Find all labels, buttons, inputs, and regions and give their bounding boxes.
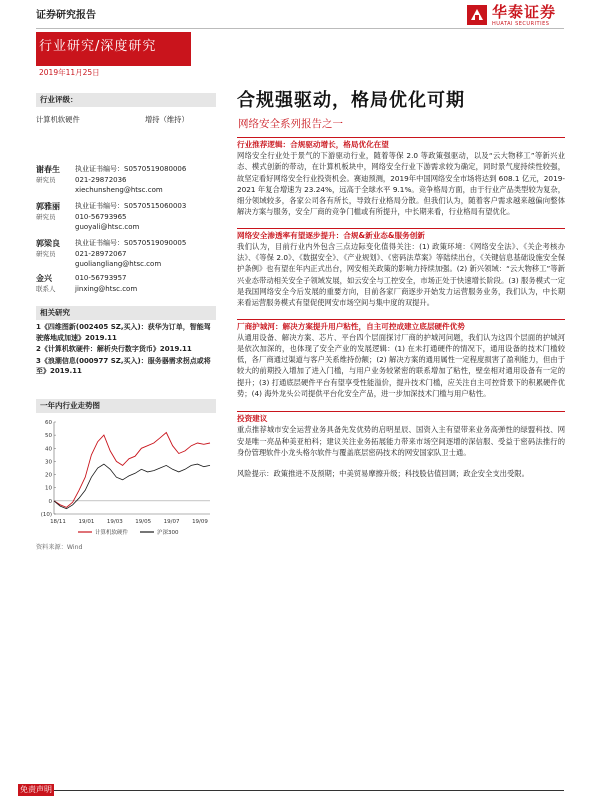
section-recommendation [237,137,565,218]
main-body [237,137,565,480]
analyst-name: 谢春生 [36,165,60,174]
section-penetration [237,228,565,309]
logo-english: HUATAI SECURITIES [492,21,550,27]
y-tick-label: (10) [40,512,52,518]
analyst-block [36,273,216,301]
section-body: 我们认为，目前行业内外包含三点边际变化值得关注：(1) 政策环境：《网络安全法》、《关企考核办法》、《等保 2.0》、《数据安全》、《产业规划》、《密码法草案》等陆续出台，《关键信息基础设施安全保护条例》也有望在年内正式出台，网安相关政策的影响力持续加强。(2) 新兴领域：“云大物移工”等新兴业态带动相关安全子领域发展，如云安全与工控安全，市场正处于快速增长阶段。(3) 服务模式一定是我国网络安全今后发展的重要方向，目前各家厂商逐步开始发力运营服务业务，我们认为，中长期来看运营服务模式有望促使网安市场空间与集中度的双提升。 [237,241,565,308]
x-tick-label: 19/05 [135,519,152,525]
section-body: 网络安全行业处于景气的下游驱动行业，随着等保 2.0 等政策强驱动，以及“云大物移工”等新兴业态、模式创新的带动，在计算机板块中，网络安全行业下游需求较为确定，同时景气度持续性较强，故坚定看好网络安全行业投资机会。赛迪预测，2019年中国网络安全市场将达到 608.1 亿元，2019-2021 年复合增速为 23.24%，远高于全球水平 9.1%。竞争格局方面，由于行业产品类型较为复杂，细分领域较多，各家公司各有所长，导致行业格局分散。但我们认为，随着客户需求越来越偏向整体解决方案与服务，安全厂商的竞争门槛或有所提升，中长期来看，行业格局有望优化。 [237,151,565,217]
section-body: 重点推荐城市安全运营业务具备先发优势的启明星辰、国资入主有望带来业务高弹性的绿盟科技、网安是唯一亮品种美亚柏科；建议关注业务拓展能力带来市场空间逐增的深信服、受益于密码法推行的身份管理软件小龙头格尔软件与覆盖底层密码技术的网安国家队卫士通。 [237,425,565,457]
related-item[interactable]: 1《四维图新(002405 SZ,买入)：获华为订单，智能驾驶落地成加速》2019.11 [36,323,211,342]
analyst-phone: 010-56793957 [75,274,127,282]
industry-trend-chart [34,416,216,544]
analyst-email[interactable]: guoliangliang@htsc.com [75,260,162,268]
analyst-email[interactable]: jinxing@htsc.com [75,284,138,293]
rating-heading: 行业评级： [36,93,216,107]
x-tick-label: 19/03 [106,519,123,525]
y-tick-label: 0 [48,498,52,505]
related-heading: 相关研究 [36,306,216,320]
x-tick-label: 19/09 [192,519,208,525]
analyst-block [36,164,216,204]
section-heading: 厂商护城河：解决方案提升用户粘性，自主可控成建立底层硬件优势 [237,319,565,332]
y-tick-label: 30 [45,459,52,466]
x-tick-label: 19/01 [78,519,95,525]
industry-name: 计算机软硬件 [36,115,80,124]
legend-label: 计算机软硬件 [95,530,129,536]
chart-legend [78,528,179,536]
analyst-email[interactable]: guoyali@htsc.com [75,223,140,231]
report-subtitle: 网络安全系列报告之一 [238,118,343,130]
chart-lines [54,433,210,509]
chart-axes [41,420,210,525]
analyst-name: 金兴 [36,274,52,283]
series-line-0 [54,433,210,508]
section-body: 从通用设备、解决方案、芯片、平台四个层面探讨厂商的护城河问题，我们认为这四个层面的护城河是依次加深的，也体现了安全产业的发展逻辑：(1) 在未打通硬件的情况下，通用设备的技术门槛较低，各厂商通过渠道与客户关系维持份额；(2) 解决方案的通用属性一定程度损害了盈利能力，但由于较大的前期投入增加了进入门槛，与用户业务较紧密的联系增加了粘性，壁垒相对通用设备有一定的提升；(3) 打通底层硬件平台有望享受性能溢价，提升技术门槛，应关注自主可控背景下的积累硬件优势；(4) 海外龙头公司提供平台化安全产品，进一步加深技术门槛与用户粘性。 [237,332,565,399]
legend-label: 沪深300 [157,530,179,536]
y-tick-label: 20 [45,472,52,479]
section-moat [237,319,565,400]
analyst-info [75,238,220,270]
section-heading: 投资建议 [237,411,565,424]
huatai-logo [467,2,587,30]
analyst-phone: 021-29872036 [75,175,127,184]
logo-name: 华泰证券 [492,3,557,21]
y-tick-label: 40 [45,446,52,453]
analyst-cert: 执业证书编号：S0570515060003 [75,202,187,210]
analyst-block [36,201,216,241]
y-tick-label: 10 [45,485,52,492]
footer-disclaimer-mark[interactable]: 免责声明 [20,785,52,794]
chart-source: 资料来源：Wind [36,544,83,551]
analyst-cert: 执业证书编号：S0570519090005 [75,239,187,247]
logo-mark-icon [467,5,487,25]
risk-warning: 风险提示：政策推进不及预期；中美贸易摩擦升级；科技股估值回调；政企安全支出受限。 [237,469,529,479]
section-investment [237,411,565,458]
report-date: 2019年11月25日 [39,68,100,77]
analyst-info [75,201,220,233]
analyst-role: 联系人 [36,285,56,293]
footer-rule [36,790,564,791]
analyst-role: 研究员 [36,250,56,258]
analyst-phone: 010-56793965 [75,212,127,221]
analyst-cert: 执业证书编号：S0570519080006 [75,165,187,173]
analyst-name: 郭雅丽 [36,202,60,211]
section-risk [237,468,565,479]
report-type-label: 证券研究报告 [36,10,96,21]
analyst-info [75,164,220,196]
analyst-email[interactable]: xiechunsheng@htsc.com [75,186,163,194]
related-item[interactable]: 3《浪潮信息(000977 SZ,买入)：服务器需求拐点或将至》2019.11 [36,356,211,375]
x-tick-label: 18/11 [50,519,66,525]
report-category: 行业研究/深度研究 [39,39,157,54]
analyst-info [75,273,220,294]
report-category-band [36,32,191,77]
analyst-name: 郭梁良 [36,239,60,248]
analyst-block [36,238,216,278]
analyst-role: 研究员 [36,176,56,184]
analyst-role: 研究员 [36,213,56,221]
related-item[interactable]: 2《计算机软硬件：解析央行数字货币》2019.11 [36,345,192,353]
related-list [36,322,216,377]
report-title: 合规强驱动，格局优化可期 [237,90,465,111]
section-heading: 网络安全渗透率有望逐步提升：合规&新业态&服务创新 [237,228,565,241]
chart-heading: 一年内行业走势图 [36,399,216,413]
industry-rating: 增持（维持） [145,115,189,124]
section-heading: 行业推荐逻辑：合规驱动增长，格局优化在望 [237,137,565,150]
analyst-phone: 021-28972067 [75,249,127,258]
header-rule [36,28,564,29]
series-line-1 [54,464,210,509]
y-tick-label: 50 [45,433,52,440]
y-tick-label: 60 [45,420,52,426]
x-tick-label: 19/07 [163,519,180,525]
